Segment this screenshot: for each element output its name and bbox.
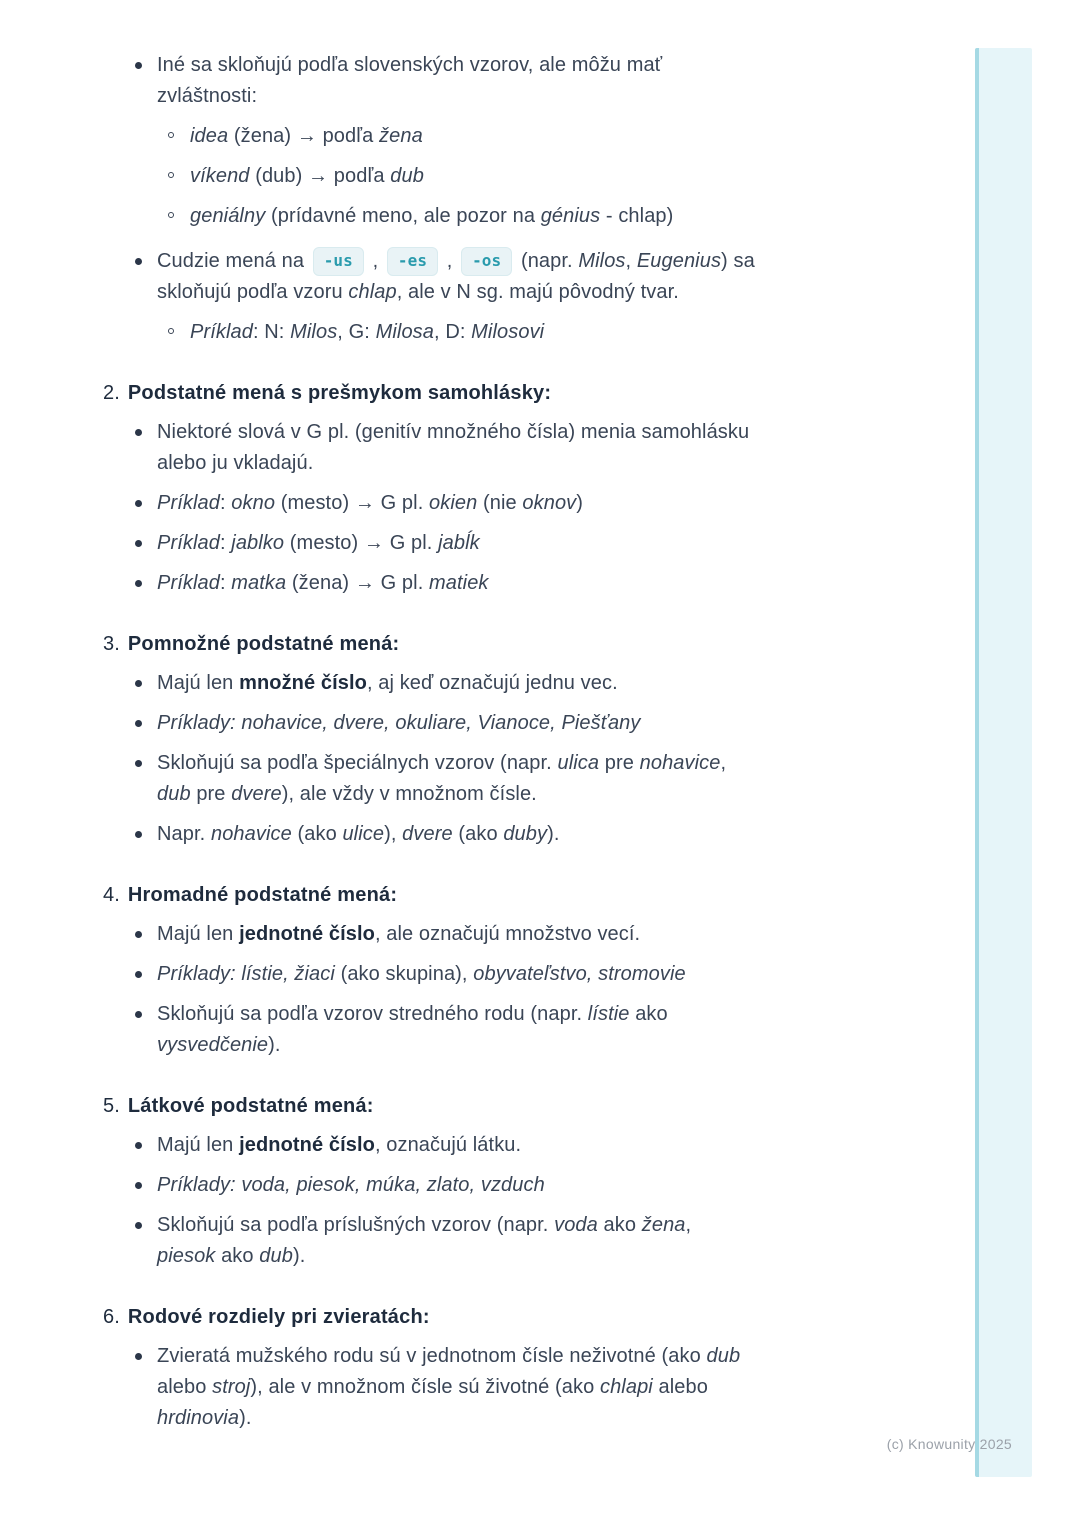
list-item-text: Príklad: N: Milos, G: Milosa, D: Milosovi xyxy=(190,321,545,343)
section-title: Pomnožné podstatné mená: xyxy=(127,633,400,655)
list-item xyxy=(103,417,843,479)
list-item xyxy=(103,568,843,599)
section-heading xyxy=(103,1302,843,1333)
list-item-text: Skloňujú sa podľa príslušných vzorov (napr. voda ako žena, piesok ako dub). xyxy=(157,1214,692,1267)
suffix-code-badge: -us xyxy=(313,247,364,276)
list-item-text: idea (žena) → podľa žena xyxy=(190,125,423,147)
bullet-circle-icon xyxy=(168,328,174,334)
list-item xyxy=(103,668,843,699)
list-item-text: Príklad: matka (žena) → G pl. matiek xyxy=(157,572,489,594)
bullet-dot-icon xyxy=(135,680,142,687)
section-number: 3. xyxy=(103,633,120,655)
copyright-footer: (c) Knowunity 2025 xyxy=(886,1436,1012,1452)
list-item-text: Majú len jednotné číslo, ale označujú množstvo vecí. xyxy=(157,923,641,945)
list-item xyxy=(103,161,843,192)
bullet-dot-icon xyxy=(135,1353,142,1360)
list-item xyxy=(103,246,843,308)
section-title: Podstatné mená s prešmykom samohlásky: xyxy=(127,382,552,404)
bullet-dot-icon xyxy=(135,971,142,978)
suffix-code-badge: -os xyxy=(461,247,512,276)
list-item-text: geniálny (prídavné meno, ale pozor na génius - chlap) xyxy=(190,205,674,227)
list-item-text: Príklady: voda, piesok, múka, zlato, vzduch xyxy=(157,1174,545,1196)
bullet-circle-icon xyxy=(168,132,174,138)
bullet-dot-icon xyxy=(135,540,142,547)
section-heading xyxy=(103,378,843,409)
document-body xyxy=(103,50,843,1443)
bullet-dot-icon xyxy=(135,429,142,436)
list-item xyxy=(103,999,843,1061)
list-item-text: Majú len množné číslo, aj keď označujú jednu vec. xyxy=(157,672,618,694)
list-item-text: Iné sa skloňujú podľa slovenských vzorov, ale môžu mať zvláštnosti: xyxy=(157,54,663,107)
bullet-dot-icon xyxy=(135,831,142,838)
list-item xyxy=(103,1130,843,1161)
bullet-dot-icon xyxy=(135,1182,142,1189)
accent-stripe xyxy=(975,48,1032,1477)
bullet-dot-icon xyxy=(135,258,142,265)
section-title: Hromadné podstatné mená: xyxy=(127,884,398,906)
section-heading xyxy=(103,629,843,660)
list-item xyxy=(103,1341,843,1434)
list-item xyxy=(103,488,843,519)
list-item-text: víkend (dub) → podľa dub xyxy=(190,165,424,187)
list-item xyxy=(103,919,843,950)
bullet-circle-icon xyxy=(168,172,174,178)
bullet-dot-icon xyxy=(135,931,142,938)
bullet-circle-icon xyxy=(168,212,174,218)
bullet-dot-icon xyxy=(135,760,142,767)
bullet-dot-icon xyxy=(135,62,142,69)
bullet-dot-icon xyxy=(135,580,142,587)
list-item xyxy=(103,748,843,810)
bullet-dot-icon xyxy=(135,1142,142,1149)
list-item xyxy=(103,1170,843,1201)
list-item xyxy=(103,819,843,850)
list-item-text: Príklad: jablko (mesto) → G pl. jabĺk xyxy=(157,532,480,554)
suffix-code-badge: -es xyxy=(387,247,438,276)
section-number: 5. xyxy=(103,1095,120,1117)
list-item xyxy=(103,528,843,559)
list-item xyxy=(103,959,843,990)
section-number: 6. xyxy=(103,1306,120,1328)
section-number: 4. xyxy=(103,884,120,906)
section-heading xyxy=(103,880,843,911)
list-item xyxy=(103,1210,843,1272)
list-item-text: Niektoré slová v G pl. (genitív množného čísla) menia samohlásku alebo ju vkladajú. xyxy=(157,421,750,474)
list-item xyxy=(103,121,843,152)
section-number: 2. xyxy=(103,382,120,404)
list-item-text: Skloňujú sa podľa vzorov stredného rodu (napr. lístie ako vysvedčenie). xyxy=(157,1003,668,1056)
list-item-text: Majú len jednotné číslo, označujú látku. xyxy=(157,1134,522,1156)
list-item xyxy=(103,50,843,112)
list-item-text: Príklady: lístie, žiaci (ako skupina), obyvateľstvo, stromovie xyxy=(157,963,686,985)
list-item-text: Skloňujú sa podľa špeciálnych vzorov (napr. ulica pre nohavice, dub pre dvere), ale vždy v množnom čísle. xyxy=(157,752,727,805)
section-title: Látkové podstatné mená: xyxy=(127,1095,374,1117)
list-item-text: Príklady: nohavice, dvere, okuliare, Vianoce, Piešťany xyxy=(157,712,641,734)
list-item xyxy=(103,708,843,739)
bullet-dot-icon xyxy=(135,720,142,727)
list-item-text: Zvieratá mužského rodu sú v jednotnom čísle neživotné (ako dub alebo stroj), ale v množnom čísle sú životné (ako chlapi alebo hrdinovia). xyxy=(157,1345,741,1429)
bullet-dot-icon xyxy=(135,1222,142,1229)
list-item xyxy=(103,201,843,232)
section-heading xyxy=(103,1091,843,1122)
bullet-dot-icon xyxy=(135,1011,142,1018)
list-item-text: Príklad: okno (mesto) → G pl. okien (nie oknov) xyxy=(157,492,584,514)
list-item-text: Cudzie mená na -us , -es , -os (napr. Milos, Eugenius) sa skloňujú podľa vzoru chlap, ale v N sg. majú pôvodný tvar. xyxy=(157,250,755,303)
list-item-text: Napr. nohavice (ako ulice), dvere (ako duby). xyxy=(157,823,560,845)
list-item xyxy=(103,317,843,348)
section-title: Rodové rozdiely pri zvieratách: xyxy=(127,1306,430,1328)
bullet-dot-icon xyxy=(135,500,142,507)
